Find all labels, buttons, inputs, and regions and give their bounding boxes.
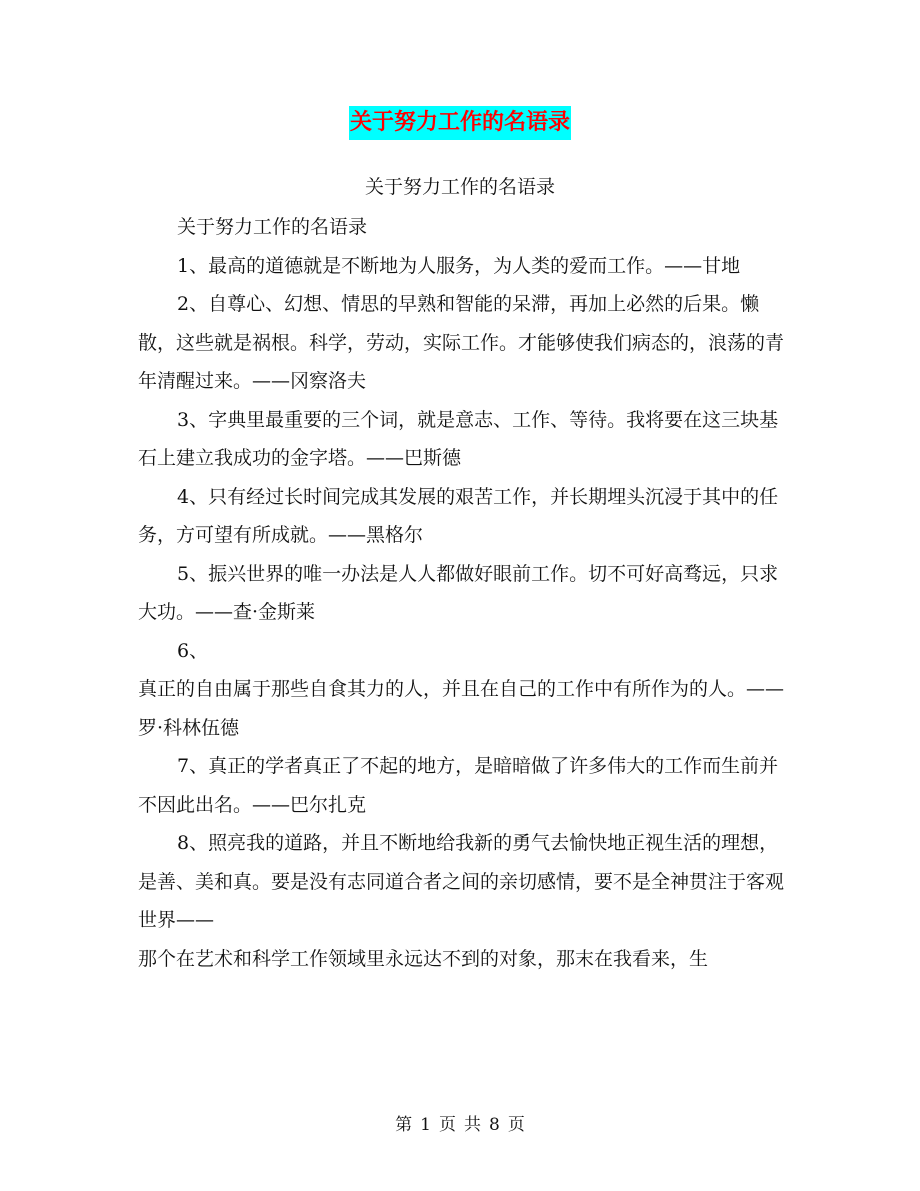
quote-2: 2、自尊心、幻想、情思的早熟和智能的呆滞，再加上必然的后果。懒散，这些就是祸根。科学，劳动，实际工作。才能够使我们病态的，浪荡的青年清醒过来。——冈察洛夫 bbox=[138, 293, 785, 392]
footer-total-pages: 8 bbox=[489, 1115, 500, 1135]
footer-total-prefix: 共 bbox=[464, 1115, 481, 1135]
title-row bbox=[0, 106, 920, 140]
footer-page-label: 页 bbox=[439, 1115, 456, 1135]
quote-5: 5、振兴世界的唯一办法是人人都做好眼前工作。切不可好高骛远，只求大功。——查·金斯莱 bbox=[138, 562, 779, 623]
footer-prefix: 第 bbox=[395, 1115, 413, 1135]
quote-1: 1、最高的道德就是不断地为人服务，为人类的爱而工作。——甘地 bbox=[177, 254, 741, 277]
document-subtitle: 关于努力工作的名语录 bbox=[364, 176, 555, 198]
document-title: 关于努力工作的名语录 bbox=[349, 106, 571, 140]
paragraph-intro: 关于努力工作的名语录 bbox=[177, 216, 368, 238]
footer-suffix: 页 bbox=[507, 1115, 525, 1135]
quote-6: 真正的自由属于那些自食其力的人，并且在自己的工作中有所作为的人。——罗·科林伍德 bbox=[138, 678, 785, 739]
quote-7: 7、真正的学者真正了不起的地方，是暗暗做了许多伟大的工作而生前并不因此出名。——巴尔扎克 bbox=[138, 755, 779, 816]
quote-4: 4、只有经过长时间完成其发展的艰苦工作，并长期埋头沉浸于其中的任务，方可望有所成就。——黑格尔 bbox=[138, 485, 779, 546]
quote-8-continued: 那个在艺术和科学工作领域里永远达不到的对象，那末在我看来，生 bbox=[138, 947, 709, 970]
page-footer bbox=[0, 1112, 920, 1138]
footer-page-number: 1 bbox=[420, 1115, 431, 1135]
quote-8: 8、照亮我的道路，并且不断地给我新的勇气去愉快地正视生活的理想，是善、美和真。要是没有志同道合者之间的亲切感情，要不是全神贯注于客观世界—— bbox=[138, 832, 785, 931]
quote-6-number: 6、 bbox=[177, 639, 209, 662]
quote-3: 3、字典里最重要的三个词，就是意志、工作、等待。我将要在这三块基石上建立我成功的金字塔。——巴斯德 bbox=[138, 408, 779, 469]
document-body bbox=[138, 208, 784, 978]
